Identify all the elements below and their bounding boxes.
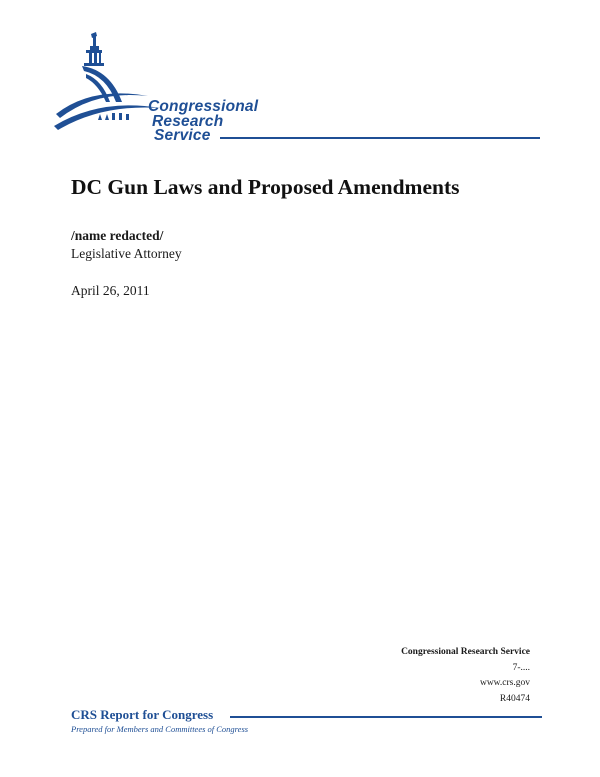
report-number: R40474 [499, 693, 530, 704]
footer-subtitle: Prepared for Members and Committees of Congress [71, 724, 249, 734]
logo-line-1: Congressional [148, 98, 259, 115]
report-date: April 26, 2011 [71, 283, 150, 298]
logo-line-2: Research [152, 112, 224, 130]
crs-logo [52, 30, 552, 150]
header-divider [220, 137, 540, 139]
author-name: /name redacted/ [71, 228, 164, 243]
capitol-dome-icon [52, 30, 162, 140]
crs-org-name: Congressional Research Service [401, 647, 530, 657]
footer-title: CRS Report for Congress [71, 707, 214, 722]
author-role: Legislative Attorney [71, 246, 182, 261]
crs-phone: 7-.... [512, 662, 530, 673]
crs-contact-block [401, 645, 530, 707]
crs-website: www.crs.gov [479, 678, 530, 688]
report-title: DC Gun Laws and Proposed Amendments [71, 175, 460, 199]
logo-line-3: Service [154, 127, 211, 144]
footer-divider [230, 716, 542, 718]
